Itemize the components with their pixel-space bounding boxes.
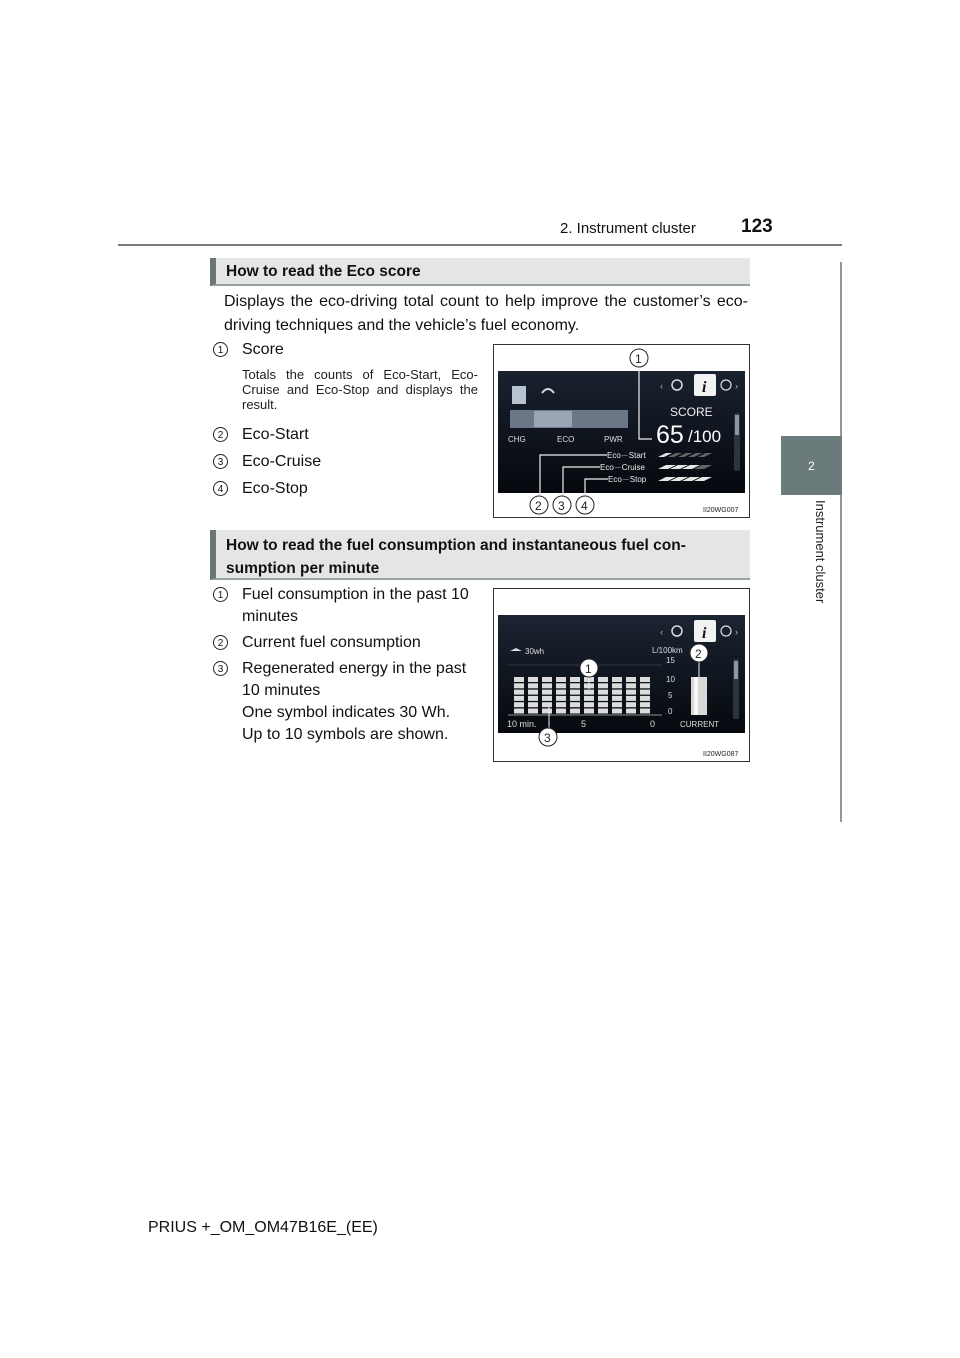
row-label-eco-cruise: Eco－Cruise (600, 463, 645, 472)
fuel-bar-segment (528, 683, 538, 688)
callout-1-label: 1 (635, 352, 642, 366)
chevron-right-icon: › (735, 627, 738, 637)
fuel-bar-segment (514, 709, 524, 714)
fuel-bar-segment (626, 677, 636, 682)
fuel-bar-segment (570, 690, 580, 695)
fuel-bar-segment (514, 683, 524, 688)
fuel-bar-segment (542, 709, 552, 714)
x-label-5: 5 (581, 719, 587, 729)
side-tab-number: 2 (781, 436, 842, 495)
fuel-bar-segment (584, 709, 594, 714)
header-rule (118, 244, 842, 246)
y-tick-5: 5 (668, 691, 673, 700)
item-number: 3 (213, 454, 228, 469)
callout-1-label: 1 (585, 662, 592, 676)
fuel-bar-segment (612, 677, 622, 682)
fuel-bar-segment (598, 696, 608, 701)
fuel-consumption-figure (493, 588, 750, 762)
fuel-bar-segment (570, 696, 580, 701)
fuel-bar-segment (514, 690, 524, 695)
fuel-bar-segment (640, 702, 650, 707)
fuel-bar-segment (612, 709, 622, 714)
fuel-bar-segment (514, 696, 524, 701)
y-tick-0: 0 (668, 707, 673, 716)
info-icon: i (702, 625, 707, 642)
fuel-bar-segment (598, 690, 608, 695)
chevron-right-icon: › (735, 381, 738, 391)
section-intro: Displays the eco-driving total count to help improve the customer’s eco-driving techniques and the vehicle’s fuel economy. (224, 293, 748, 334)
fuel-bar-segment (612, 702, 622, 707)
bar-label-chg: CHG (508, 435, 526, 444)
regen-label: 30wh (525, 647, 545, 656)
item-label-eco-cruise: Eco-Cruise (242, 453, 322, 470)
fuel-consumption-screen (494, 589, 749, 761)
item-note-score: Totals the counts of Eco-Start, Eco-Cruise and Eco-Stop and displays the result. (242, 367, 478, 412)
y-tick-10: 10 (666, 675, 675, 684)
y-tick-15: 15 (666, 656, 675, 665)
x-label-0: 0 (650, 719, 656, 729)
fuel-bar-segment (514, 677, 524, 682)
item-label-eco-stop: Eco-Stop (242, 480, 308, 497)
fuel-bar-segment (640, 677, 650, 682)
fuel-bar-segment (570, 677, 580, 682)
fuel-bar-segment (598, 683, 608, 688)
fuel-bar-segment (598, 702, 608, 707)
eco-score-figure (493, 344, 750, 518)
callout-2-label: 2 (695, 647, 702, 661)
fuel-bar-segment (626, 696, 636, 701)
fuel-bar-segment (528, 709, 538, 714)
item-number: 3 (213, 661, 228, 676)
item-number: 1 (213, 587, 228, 602)
fuel-bar-segment (556, 690, 566, 695)
item-number: 1 (213, 342, 228, 357)
item-line: Regenerated energy in the past (242, 660, 467, 677)
fuel-bar-segment (570, 709, 580, 714)
section-heading-fuel-consumption (210, 530, 750, 580)
fuel-bar-segment (626, 702, 636, 707)
chevron-left-icon: ‹ (660, 627, 663, 637)
side-tab-label: Instrument cluster (813, 500, 828, 604)
callout-2-label: 2 (535, 499, 542, 513)
fuel-bar-segment (542, 683, 552, 688)
fuel-bar-segment (584, 702, 594, 707)
item-line: minutes (242, 608, 299, 625)
fuel-bar-segment (640, 690, 650, 695)
fuel-bar-segment (542, 702, 552, 707)
unit-label: L/100km (652, 646, 683, 655)
figure-id: II20WG087 (703, 751, 739, 758)
fuel-bar-segment (556, 677, 566, 682)
bar-label-eco: ECO (557, 435, 575, 444)
chevron-left-icon: ‹ (660, 381, 663, 391)
score-label: SCORE (670, 405, 713, 419)
fuel-bar-segment (598, 709, 608, 714)
fuel-bar-segment (640, 709, 650, 714)
fuel-bar-segment (612, 696, 622, 701)
row-label-eco-stop: Eco－Stop (608, 475, 647, 484)
item-label-score: Score (242, 341, 284, 358)
fuel-bar-segment (528, 677, 538, 682)
fuel-bar-segment (556, 683, 566, 688)
fuel-bar-segment (626, 683, 636, 688)
fuel-bar-segment (584, 696, 594, 701)
fuel-bar-segment (556, 696, 566, 701)
callout-3-label: 3 (558, 499, 565, 513)
fuel-bar-segment (528, 702, 538, 707)
fuel-bar-segment (626, 690, 636, 695)
fuel-bar-segment (556, 709, 566, 714)
fuel-bar-segment (598, 677, 608, 682)
callout-3-label: 3 (544, 731, 551, 745)
current-fuel-bar (691, 677, 707, 715)
bar-label-pwr: PWR (604, 435, 623, 444)
item-number: 4 (213, 481, 228, 496)
page-number: 123 (741, 216, 773, 237)
callout-4-label: 4 (581, 499, 588, 513)
score-max: /100 (688, 427, 722, 446)
item-line: 10 minutes (242, 682, 321, 699)
current-fuel-bar-highlight (694, 677, 698, 715)
hybrid-bar-eco-zone (534, 411, 572, 427)
fuel-bar-segment (640, 683, 650, 688)
footer-doc-code: PRIUS +_OM_OM47B16E_(EE) (148, 1219, 378, 1236)
figure-id: II20WG007 (703, 507, 739, 514)
fuel-bar-segment (542, 677, 552, 682)
chapter-title: 2. Instrument cluster (560, 220, 696, 237)
item-label-eco-start: Eco-Start (242, 426, 309, 443)
fuel-bar-segment (514, 702, 524, 707)
fuel-bar-segment (556, 702, 566, 707)
side-tab-line (840, 262, 842, 822)
item-fuel-past-10-min (242, 584, 469, 628)
fuel-bar-segment (528, 696, 538, 701)
item-current-fuel (242, 632, 421, 654)
fuel-bar-segment (528, 690, 538, 695)
current-label: CURRENT (680, 720, 720, 729)
info-icon: i (702, 379, 707, 396)
item-regenerated-energy (242, 658, 480, 746)
item-line: Up to 10 symbols are shown. (242, 726, 449, 743)
item-line: One symbol indicates 30 Wh. (242, 704, 451, 721)
fuel-bar-segment (570, 683, 580, 688)
scrollbar-thumb (734, 661, 738, 679)
item-number: 2 (213, 635, 228, 650)
fuel-bar-segment (640, 696, 650, 701)
section-heading-line: How to read the fuel consumption and instantaneous fuel con- (226, 537, 686, 554)
x-label-10-min: 10 min. (507, 719, 537, 729)
eco-score-screen (494, 345, 749, 517)
fuel-bar-segment (584, 690, 594, 695)
fuel-bar-segment (542, 696, 552, 701)
section-heading-line: sumption per minute (226, 560, 380, 577)
scrollbar-thumb (735, 415, 739, 435)
item-line: Current fuel consumption (242, 634, 421, 651)
row-label-eco-start: Eco－Start (607, 451, 646, 460)
item-line: Fuel consumption in the past 10 (242, 586, 469, 603)
item-number: 2 (213, 427, 228, 442)
fuel-bar-segment (542, 690, 552, 695)
battery-icon (512, 386, 526, 404)
fuel-bar-segment (612, 683, 622, 688)
fuel-bar-segment (626, 709, 636, 714)
fuel-bar-segment (612, 690, 622, 695)
score-value: 65 (656, 421, 684, 449)
section-heading-eco-score: How to read the Eco score (210, 258, 750, 286)
fuel-bar-segment (570, 702, 580, 707)
